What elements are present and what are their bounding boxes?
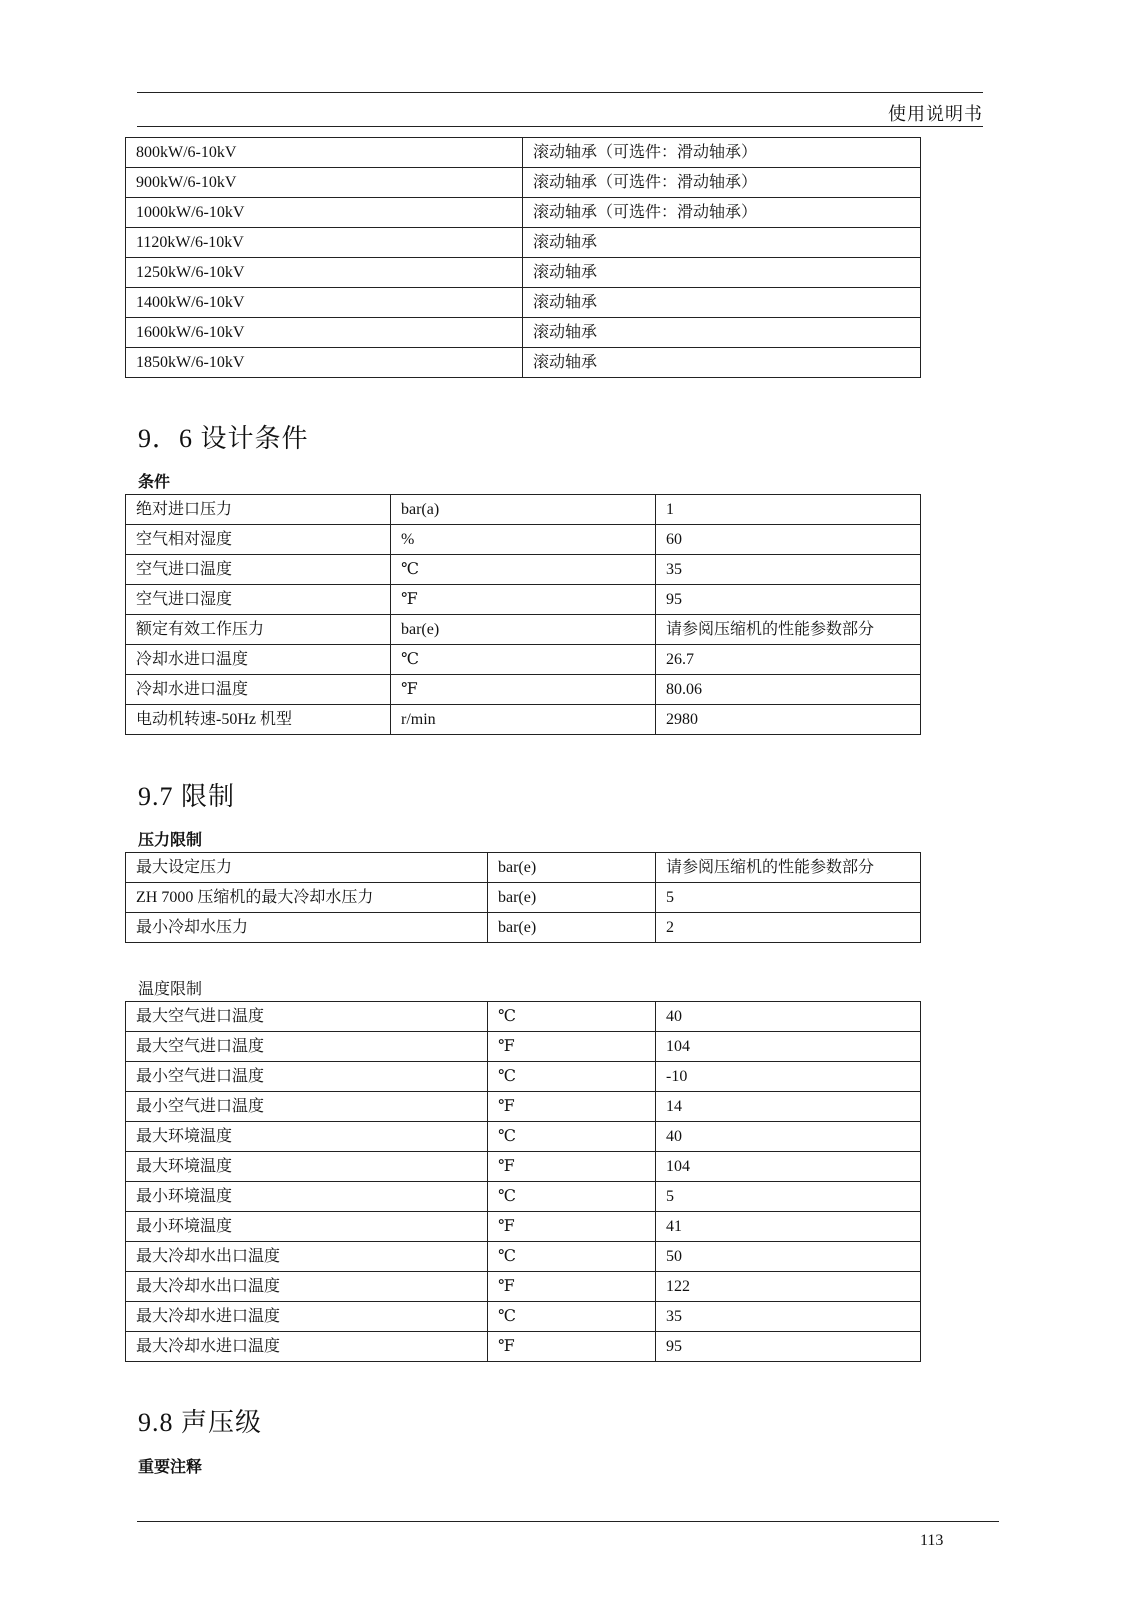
pressure-table-row-cell: 2 <box>656 913 921 943</box>
conditions-table-row-cell: 80.06 <box>656 675 921 705</box>
temperature-table-row-cell: 最大冷却水进口温度 <box>126 1302 488 1332</box>
conditions-table-row-cell: 冷却水进口温度 <box>126 645 391 675</box>
pressure-table-row-cell: 最大设定压力 <box>126 853 488 883</box>
temperature-table-row-cell: 最大环境温度 <box>126 1152 488 1182</box>
conditions-table-row-cell: 95 <box>656 585 921 615</box>
pressure-limits-table-body <box>126 853 921 943</box>
temperature-table-row-cell: 14 <box>656 1092 921 1122</box>
temperature-table-row-cell: 最大环境温度 <box>126 1122 488 1152</box>
motor-table-row <box>126 138 921 168</box>
temperature-table-row-cell: 104 <box>656 1152 921 1182</box>
conditions-table-row <box>126 645 921 675</box>
motor-table-row-cell: 滚动轴承 <box>523 288 921 318</box>
temperature-table-row-cell: 40 <box>656 1122 921 1152</box>
conditions-table-row-cell: 2980 <box>656 705 921 735</box>
temperature-table-row-cell: 最大冷却水出口温度 <box>126 1272 488 1302</box>
temperature-table-row-cell: ℃ <box>488 1062 656 1092</box>
motor-table-row-cell: 1120kW/6-10kV <box>126 228 523 258</box>
conditions-table-row <box>126 615 921 645</box>
temperature-table-row <box>126 1092 921 1122</box>
motor-table-row-cell: 滚动轴承（可选件：滑动轴承） <box>523 168 921 198</box>
conditions-table-row-cell: r/min <box>391 705 656 735</box>
subheading-conditions: 条件 <box>138 474 171 491</box>
temperature-table-row-cell: 最大冷却水出口温度 <box>126 1242 488 1272</box>
design-conditions-table <box>125 494 921 735</box>
temperature-table-row-cell: ℉ <box>488 1212 656 1242</box>
temperature-table-row-cell: ℃ <box>488 1302 656 1332</box>
subheading-pressure-limits: 压力限制 <box>138 832 203 849</box>
motor-table-row-cell: 滚动轴承（可选件：滑动轴承） <box>523 198 921 228</box>
motor-table-row <box>126 318 921 348</box>
motor-table-row-cell: 800kW/6-10kV <box>126 138 523 168</box>
motor-table-row-cell: 900kW/6-10kV <box>126 168 523 198</box>
conditions-table-row-cell: ℉ <box>391 675 656 705</box>
motor-table-row <box>126 288 921 318</box>
conditions-table-row-cell: ℃ <box>391 645 656 675</box>
motor-table-row-cell: 1600kW/6-10kV <box>126 318 523 348</box>
section-heading-design-conditions: 9．6 设计条件 <box>138 424 309 453</box>
conditions-table-row-cell: ℃ <box>391 555 656 585</box>
temperature-table-row-cell: 最小空气进口温度 <box>126 1062 488 1092</box>
motor-table-row-cell: 滚动轴承 <box>523 228 921 258</box>
motor-table-row-cell: 滚动轴承 <box>523 348 921 378</box>
temperature-table-row-cell: ℃ <box>488 1242 656 1272</box>
document-title: 使用说明书 <box>888 104 983 124</box>
conditions-table-row-cell: 冷却水进口温度 <box>126 675 391 705</box>
temperature-table-row-cell: ℉ <box>488 1332 656 1362</box>
conditions-table-row <box>126 675 921 705</box>
temperature-table-row <box>126 1062 921 1092</box>
motor-table-row <box>126 258 921 288</box>
temperature-table-row <box>126 1032 921 1062</box>
temperature-table-row-cell: ℉ <box>488 1032 656 1062</box>
conditions-table-row-cell: 绝对进口压力 <box>126 495 391 525</box>
temperature-limits-table-body <box>126 1002 921 1362</box>
pressure-table-row-cell: 5 <box>656 883 921 913</box>
conditions-table-row-cell: 35 <box>656 555 921 585</box>
temperature-table-row-cell: 35 <box>656 1302 921 1332</box>
temperature-table-row-cell: 40 <box>656 1002 921 1032</box>
motor-bearing-table <box>125 137 921 378</box>
pressure-table-row-cell: bar(e) <box>488 853 656 883</box>
temperature-table-row-cell: 最大冷却水进口温度 <box>126 1332 488 1362</box>
temperature-table-row <box>126 1272 921 1302</box>
pressure-table-row-cell: bar(e) <box>488 883 656 913</box>
temperature-table-row <box>126 1152 921 1182</box>
temperature-table-row <box>126 1242 921 1272</box>
section-heading-sound-pressure: 9.8 声压级 <box>138 1408 263 1437</box>
temperature-table-row-cell: 最大空气进口温度 <box>126 1002 488 1032</box>
subheading-important-notes: 重要注释 <box>138 1459 203 1476</box>
temperature-table-row-cell: -10 <box>656 1062 921 1092</box>
pressure-table-row <box>126 883 921 913</box>
motor-table-row-cell: 1400kW/6-10kV <box>126 288 523 318</box>
conditions-table-row <box>126 495 921 525</box>
conditions-table-row <box>126 585 921 615</box>
temperature-table-row-cell: 50 <box>656 1242 921 1272</box>
subheading-temperature-limits: 温度限制 <box>138 981 203 998</box>
temperature-table-row-cell: ℃ <box>488 1002 656 1032</box>
temperature-table-row-cell: 最小环境温度 <box>126 1212 488 1242</box>
conditions-table-row <box>126 525 921 555</box>
motor-table-row-cell: 滚动轴承 <box>523 258 921 288</box>
conditions-table-row-cell: 60 <box>656 525 921 555</box>
temperature-table-row-cell: 41 <box>656 1212 921 1242</box>
temperature-table-row <box>126 1002 921 1032</box>
design-conditions-table-body <box>126 495 921 735</box>
temperature-table-row <box>126 1182 921 1212</box>
pressure-table-row-cell: ZH 7000 压缩机的最大冷却水压力 <box>126 883 488 913</box>
conditions-table-row-cell: ℉ <box>391 585 656 615</box>
motor-table-row-cell: 滚动轴承 <box>523 318 921 348</box>
conditions-table-row-cell: 26.7 <box>656 645 921 675</box>
pressure-table-row <box>126 913 921 943</box>
motor-table-row-cell: 1250kW/6-10kV <box>126 258 523 288</box>
motor-table-row <box>126 228 921 258</box>
motor-table-row <box>126 198 921 228</box>
pressure-limits-table <box>125 852 921 943</box>
motor-table-row-cell: 1850kW/6-10kV <box>126 348 523 378</box>
temperature-table-row-cell: ℉ <box>488 1092 656 1122</box>
section-heading-limits: 9.7 限制 <box>138 782 236 811</box>
pressure-table-row <box>126 853 921 883</box>
temperature-table-row-cell: 5 <box>656 1182 921 1212</box>
temperature-table-row-cell: ℃ <box>488 1122 656 1152</box>
motor-bearing-table-body <box>126 138 921 378</box>
temperature-table-row-cell: 最大空气进口温度 <box>126 1032 488 1062</box>
pressure-table-row-cell: 请参阅压缩机的性能参数部分 <box>656 853 921 883</box>
temperature-table-row <box>126 1122 921 1152</box>
temperature-table-row-cell: ℉ <box>488 1152 656 1182</box>
temperature-table-row-cell: 95 <box>656 1332 921 1362</box>
footer-rule <box>137 1521 999 1522</box>
conditions-table-row-cell: 空气进口温度 <box>126 555 391 585</box>
temperature-table-row <box>126 1212 921 1242</box>
conditions-table-row <box>126 555 921 585</box>
pressure-table-row-cell: 最小冷却水压力 <box>126 913 488 943</box>
conditions-table-row-cell: 电动机转速-50Hz 机型 <box>126 705 391 735</box>
page-number: 113 <box>920 1532 944 1549</box>
temperature-table-row-cell: 最小空气进口温度 <box>126 1092 488 1122</box>
temperature-limits-table <box>125 1001 921 1362</box>
conditions-table-row <box>126 705 921 735</box>
conditions-table-row-cell: 1 <box>656 495 921 525</box>
motor-table-row <box>126 348 921 378</box>
motor-table-row <box>126 168 921 198</box>
conditions-table-row-cell: 空气进口湿度 <box>126 585 391 615</box>
temperature-table-row-cell: ℃ <box>488 1182 656 1212</box>
pressure-table-row-cell: bar(e) <box>488 913 656 943</box>
temperature-table-row-cell: 122 <box>656 1272 921 1302</box>
header-rule-bottom <box>137 126 983 127</box>
header-rule-top <box>137 92 983 93</box>
temperature-table-row <box>126 1332 921 1362</box>
temperature-table-row-cell: 最小环境温度 <box>126 1182 488 1212</box>
conditions-table-row-cell: % <box>391 525 656 555</box>
conditions-table-row-cell: bar(e) <box>391 615 656 645</box>
conditions-table-row-cell: 请参阅压缩机的性能参数部分 <box>656 615 921 645</box>
conditions-table-row-cell: 额定有效工作压力 <box>126 615 391 645</box>
motor-table-row-cell: 1000kW/6-10kV <box>126 198 523 228</box>
conditions-table-row-cell: bar(a) <box>391 495 656 525</box>
temperature-table-row <box>126 1302 921 1332</box>
temperature-table-row-cell: 104 <box>656 1032 921 1062</box>
conditions-table-row-cell: 空气相对湿度 <box>126 525 391 555</box>
motor-table-row-cell: 滚动轴承（可选件：滑动轴承） <box>523 138 921 168</box>
temperature-table-row-cell: ℉ <box>488 1272 656 1302</box>
